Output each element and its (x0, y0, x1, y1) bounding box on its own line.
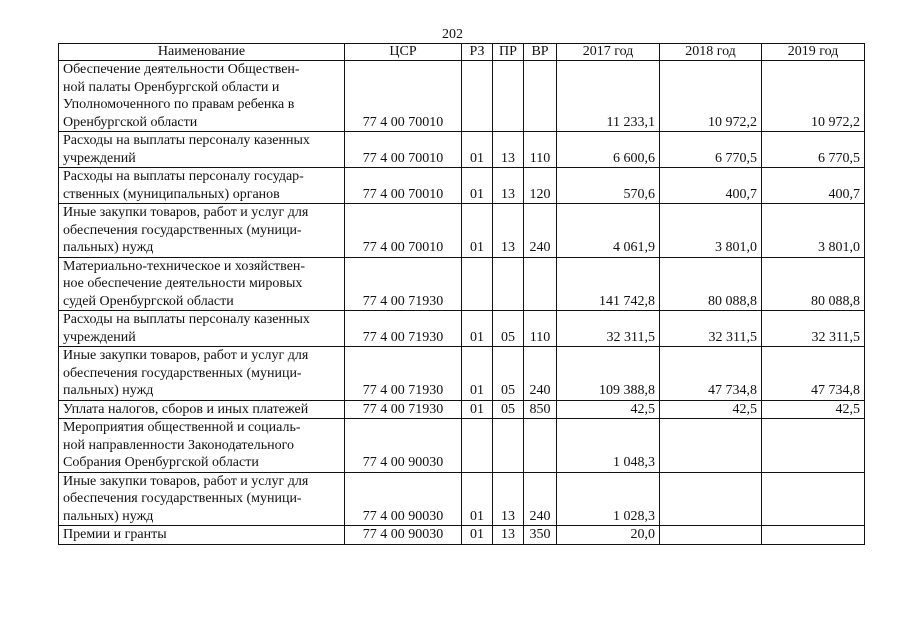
col-header-2019: 2019 год (762, 44, 865, 61)
cell-name-line: Мероприятия общественной и социаль- (63, 420, 301, 435)
cell-2017: 42,5 (557, 400, 660, 419)
col-header-vr: ВР (524, 44, 557, 61)
cell-2019: 32 311,5 (762, 311, 865, 347)
cell-name-line: ственных (муниципальных) органов (63, 186, 280, 202)
cell-2017: 141 742,8 (557, 257, 660, 311)
table-row (59, 132, 865, 168)
cell-vr: 240 (524, 204, 557, 258)
col-header-name: Наименование (59, 44, 345, 61)
cell-name-line: Обеспечение деятельности Обществен- (63, 62, 300, 77)
cell-pr: 13 (493, 472, 524, 526)
cell-2018: 32 311,5 (660, 311, 762, 347)
table-row (59, 204, 865, 258)
cell-name (59, 347, 345, 401)
cell-name-line: Премии и гранты (63, 527, 167, 542)
col-header-2018: 2018 год (660, 44, 762, 61)
cell-name (59, 526, 345, 545)
cell-name-line: Иные закупки товаров, работ и услуг для (63, 473, 309, 489)
cell-name-line: Расходы на выплаты персоналу казенных (63, 133, 310, 148)
table-row (59, 61, 865, 132)
cell-csr: 77 4 00 70010 (345, 204, 462, 258)
cell-2019: 400,7 (762, 168, 865, 204)
cell-csr: 77 4 00 71930 (345, 347, 462, 401)
budget-table (58, 43, 865, 545)
cell-pr: 05 (493, 400, 524, 419)
cell-2018 (660, 526, 762, 545)
cell-pr (493, 257, 524, 311)
cell-name-line: ной палаты Оренбургской области и (63, 79, 280, 95)
cell-2018: 3 801,0 (660, 204, 762, 258)
cell-2017: 11 233,1 (557, 61, 660, 132)
cell-2017: 32 311,5 (557, 311, 660, 347)
cell-vr (524, 61, 557, 132)
col-header-csr: ЦСР (345, 44, 462, 61)
col-header-2017: 2017 год (557, 44, 660, 61)
table-row (59, 472, 865, 526)
table-row (59, 419, 865, 473)
cell-name-line: пальных) нужд (63, 383, 154, 398)
cell-csr: 77 4 00 70010 (345, 132, 462, 168)
cell-name-line: ной направленности Законодательного (63, 437, 294, 453)
cell-name (59, 257, 345, 311)
cell-2019: 47 734,8 (762, 347, 865, 401)
cell-name (59, 400, 345, 419)
table-row (59, 347, 865, 401)
cell-2018: 400,7 (660, 168, 762, 204)
cell-name (59, 168, 345, 204)
cell-name-line: пальных) нужд (63, 240, 154, 255)
cell-2019 (762, 419, 865, 473)
cell-name-line: Расходы на выплаты персоналу государ- (63, 169, 304, 184)
cell-name-line: судей Оренбургской области (63, 293, 234, 309)
cell-vr: 110 (524, 132, 557, 168)
table-row (59, 168, 865, 204)
cell-2018 (660, 472, 762, 526)
cell-2019: 6 770,5 (762, 132, 865, 168)
cell-csr: 77 4 00 90030 (345, 472, 462, 526)
cell-csr: 77 4 00 71930 (345, 311, 462, 347)
cell-name-line: Оренбургской области (63, 114, 198, 130)
cell-2018: 10 972,2 (660, 61, 762, 132)
cell-rz: 01 (462, 204, 493, 258)
cell-csr: 77 4 00 70010 (345, 168, 462, 204)
cell-rz: 01 (462, 168, 493, 204)
table-row (59, 526, 865, 545)
cell-name-line: обеспечения государственных (муници- (63, 491, 302, 506)
cell-2018: 42,5 (660, 400, 762, 419)
cell-2018: 47 734,8 (660, 347, 762, 401)
cell-csr: 77 4 00 71930 (345, 400, 462, 419)
cell-pr (493, 419, 524, 473)
cell-name-line: Материально-техническое и хозяйствен- (63, 258, 306, 274)
cell-name-line: ное обеспечение деятельности мировых (63, 276, 303, 291)
cell-2017: 1 048,3 (557, 419, 660, 473)
cell-rz (462, 257, 493, 311)
cell-vr (524, 419, 557, 473)
table-body (59, 61, 865, 545)
cell-rz: 01 (462, 311, 493, 347)
cell-2019: 80 088,8 (762, 257, 865, 311)
col-header-rz: РЗ (462, 44, 493, 61)
cell-2019 (762, 472, 865, 526)
cell-2018 (660, 419, 762, 473)
cell-rz: 01 (462, 472, 493, 526)
cell-pr: 13 (493, 168, 524, 204)
col-header-pr: ПР (493, 44, 524, 61)
cell-2019: 42,5 (762, 400, 865, 419)
cell-2017: 20,0 (557, 526, 660, 545)
cell-rz: 01 (462, 132, 493, 168)
cell-pr: 05 (493, 347, 524, 401)
cell-pr: 13 (493, 526, 524, 545)
cell-2018: 6 770,5 (660, 132, 762, 168)
cell-name-line: пальных) нужд (63, 508, 154, 524)
cell-name-line: учреждений (63, 329, 136, 345)
cell-name-line: обеспечения государственных (муници- (63, 222, 302, 238)
cell-rz: 01 (462, 347, 493, 401)
cell-rz: 01 (462, 526, 493, 545)
cell-vr (524, 257, 557, 311)
cell-name (59, 472, 345, 526)
cell-pr: 13 (493, 132, 524, 168)
cell-2017: 1 028,3 (557, 472, 660, 526)
cell-2017: 570,6 (557, 168, 660, 204)
cell-rz (462, 419, 493, 473)
cell-name-line: обеспечения государственных (муници- (63, 365, 302, 381)
cell-name (59, 311, 345, 347)
cell-2019 (762, 526, 865, 545)
cell-name-line: Уполномоченного по правам ребенка в (63, 97, 295, 112)
cell-name (59, 132, 345, 168)
table-row (59, 400, 865, 419)
cell-name (59, 61, 345, 132)
cell-rz (462, 61, 493, 132)
cell-name-line: Иные закупки товаров, работ и услуг для (63, 205, 309, 220)
cell-pr (493, 61, 524, 132)
cell-name (59, 419, 345, 473)
cell-csr: 77 4 00 90030 (345, 419, 462, 473)
table-row (59, 311, 865, 347)
cell-csr: 77 4 00 71930 (345, 257, 462, 311)
cell-vr: 240 (524, 472, 557, 526)
table-row (59, 257, 865, 311)
page-number: 202 (442, 27, 463, 42)
cell-csr: 77 4 00 90030 (345, 526, 462, 545)
cell-pr: 05 (493, 311, 524, 347)
cell-name (59, 204, 345, 258)
cell-name-line: Собрания Оренбургской области (63, 455, 259, 470)
cell-2017: 109 388,8 (557, 347, 660, 401)
cell-name-line: Уплата налогов, сборов и иных платежей (63, 401, 309, 417)
cell-vr: 110 (524, 311, 557, 347)
cell-2017: 4 061,9 (557, 204, 660, 258)
cell-2019: 3 801,0 (762, 204, 865, 258)
cell-vr: 120 (524, 168, 557, 204)
cell-name-line: Расходы на выплаты персоналу казенных (63, 312, 310, 327)
cell-2019: 10 972,2 (762, 61, 865, 132)
cell-vr: 850 (524, 400, 557, 419)
cell-vr: 350 (524, 526, 557, 545)
cell-vr: 240 (524, 347, 557, 401)
cell-2018: 80 088,8 (660, 257, 762, 311)
cell-csr: 77 4 00 70010 (345, 61, 462, 132)
cell-rz: 01 (462, 400, 493, 419)
cell-pr: 13 (493, 204, 524, 258)
header-row (59, 44, 865, 61)
cell-name-line: учреждений (63, 150, 136, 166)
cell-2017: 6 600,6 (557, 132, 660, 168)
cell-name-line: Иные закупки товаров, работ и услуг для (63, 348, 309, 363)
